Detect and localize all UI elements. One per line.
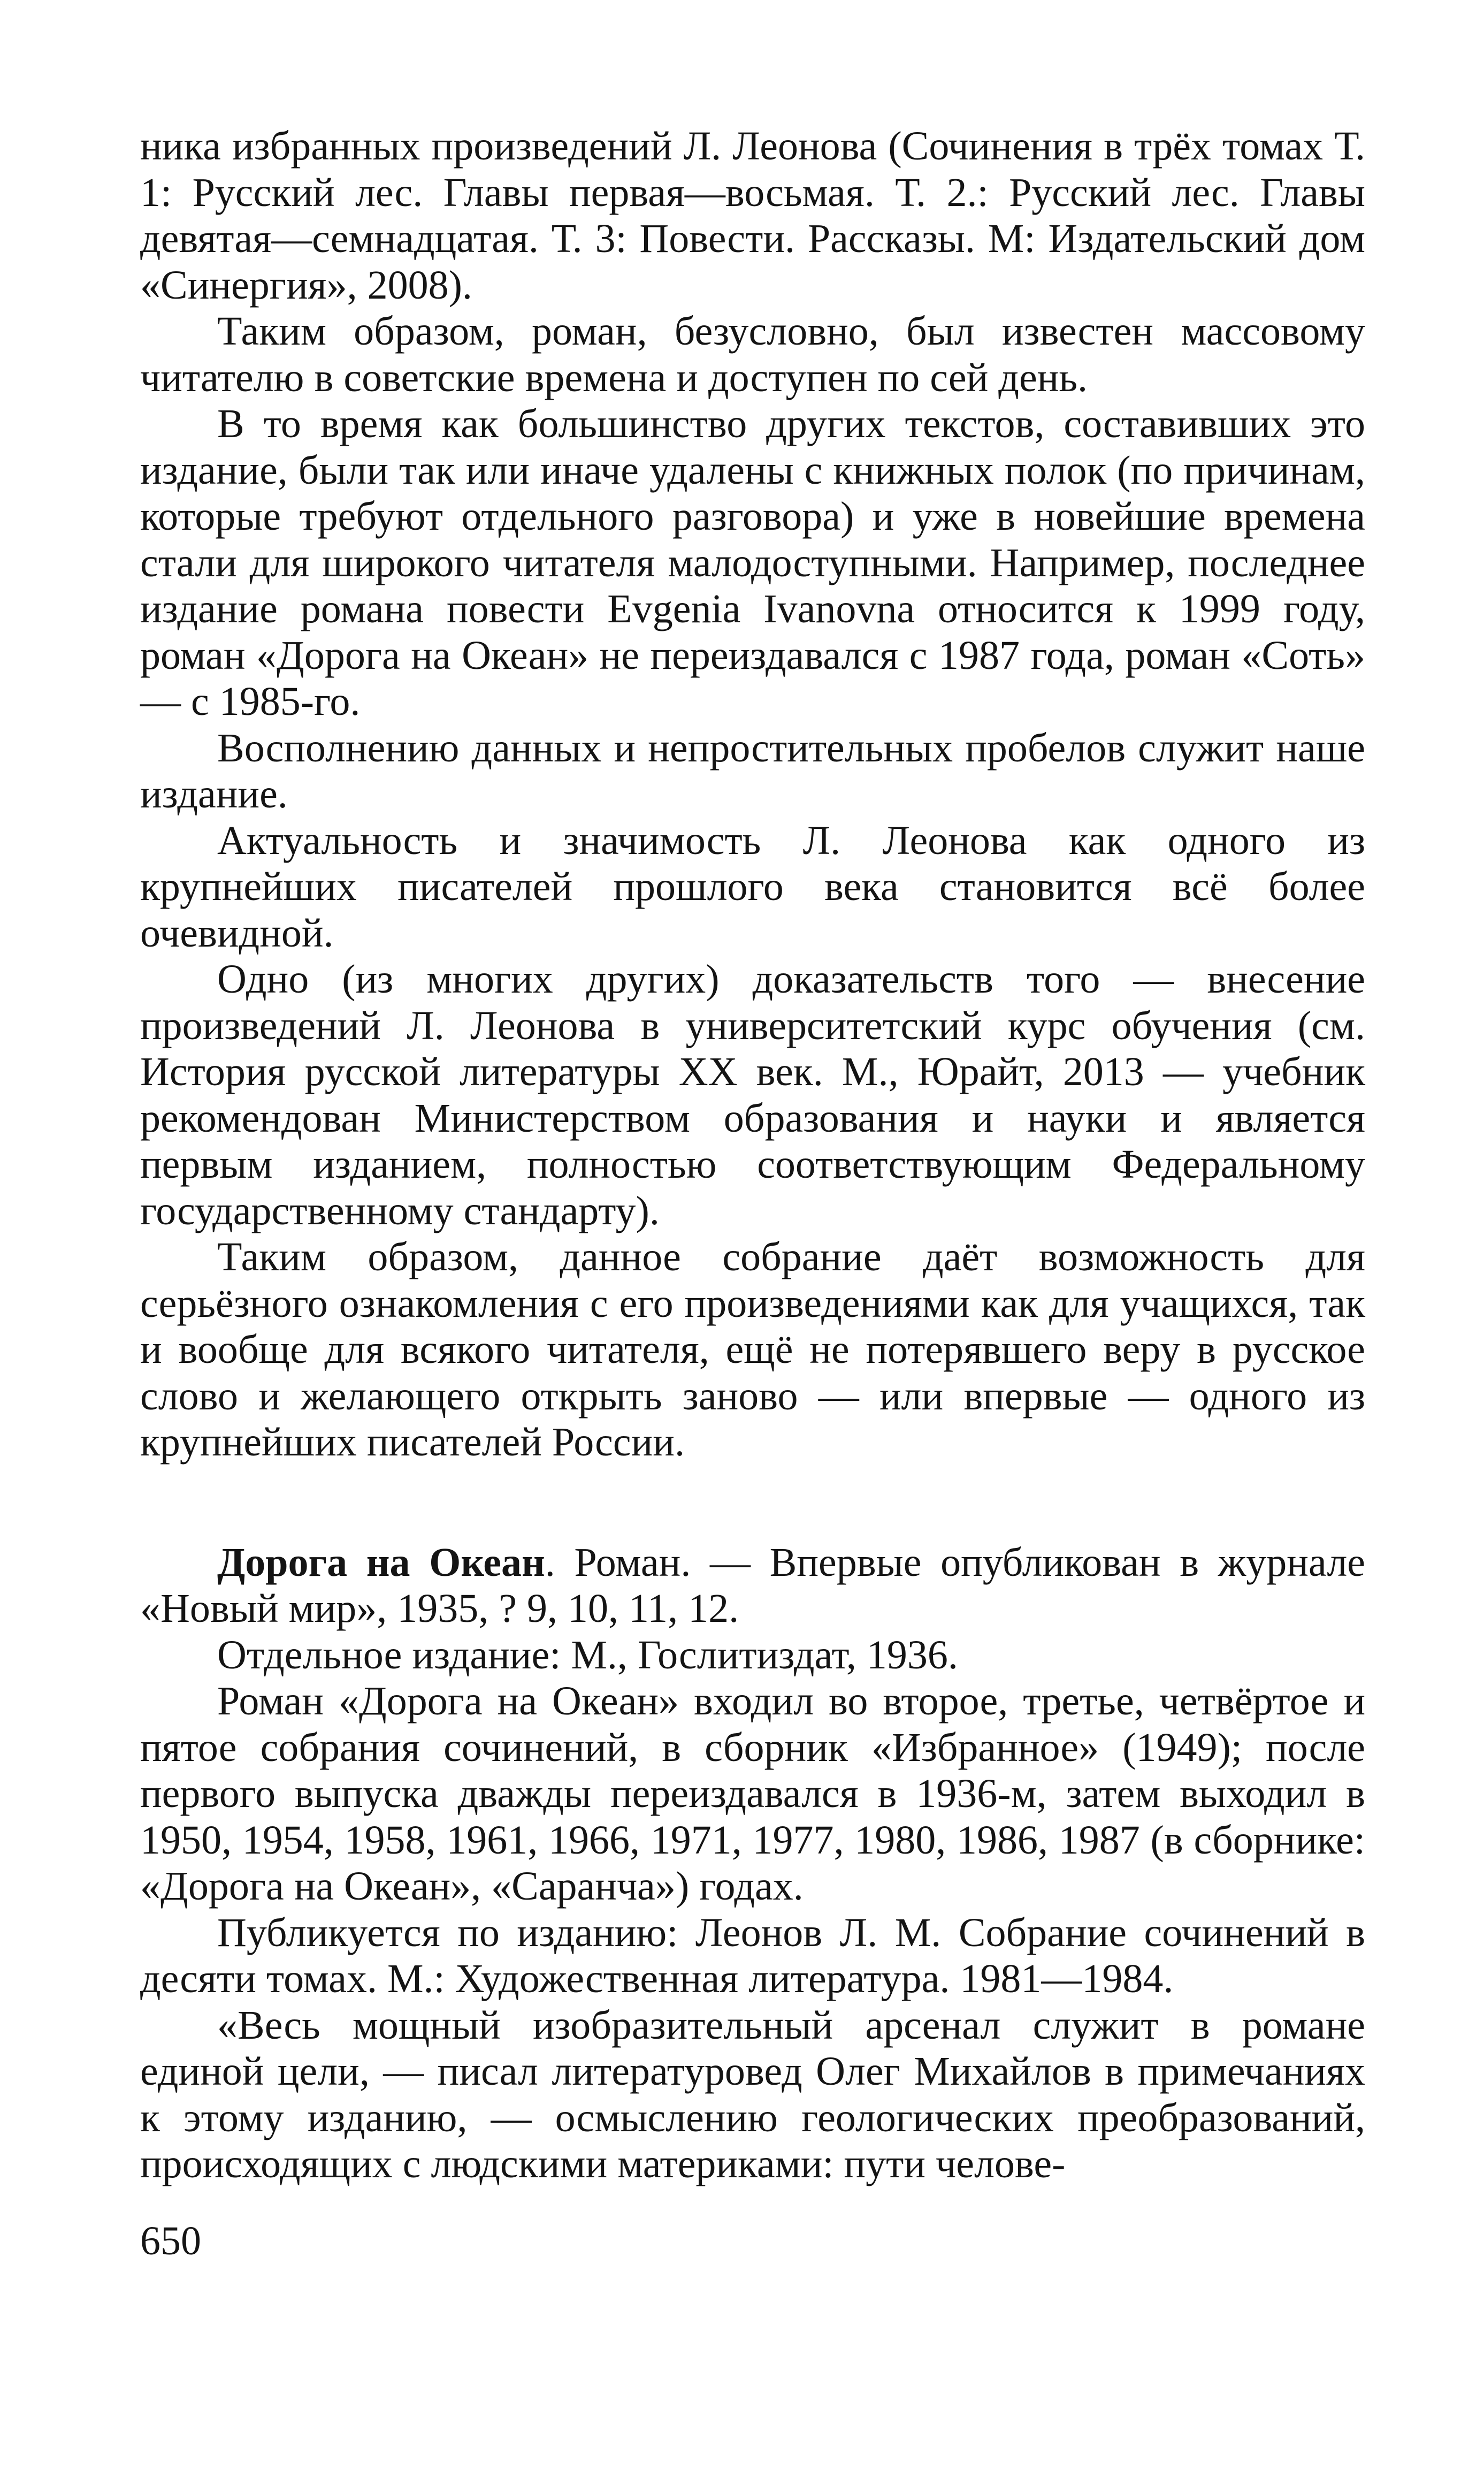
paragraph: В то время как большинство других текстов, составивших это издание, были так или иначе удалены с книжных полок (по причинам, которые требуют отдельного разговора) и уже в новейшие времена стали для широкого читателя малодоступными. Например, последнее издание романа повести Evgenia Ivanovna относится к 1999 году, роман «Дорога на Океан» не переиздавался с 1987 года, роман «Соть» — с 1985-го.	[140, 401, 1365, 724]
entry-intro: . Роман. — Впервые опубликован в журнале «Новый мир», 1935, ? 9, 10, 11, 12.	[140, 1539, 1366, 1631]
paragraph: Восполнению данных и непростительных пробелов служит наше издание.	[140, 725, 1365, 817]
entry-title: Дорога на Океан	[217, 1539, 545, 1585]
entry-paragraph: Публикуется по изданию: Леонов Л. М. Собрание сочинений в десяти томах. М.: Художественная литература. 1981—1984.	[140, 1910, 1365, 2001]
entry-paragraph: «Весь мощный изобразительный арсенал служит в романе единой цели, — писал литературовед Олег Михайлов в примечаниях к этому изданию, — осмыслению геологических преобразований, происходящих с людскими материками: пути челове-	[140, 2002, 1365, 2186]
paragraph: Актуальность и значимость Л. Леонова как одного из крупнейших писателей прошлого века становится всё более очевидной.	[140, 818, 1365, 956]
entry-paragraph: Отдельное издание: М., Гослитиздат, 1936.	[217, 1632, 958, 1678]
paragraph-continuation: ника избранных произведений Л. Леонова (Сочинения в трёх томах Т. 1: Русский лес. Главы первая—восьмая. Т. 2.: Русский лес. Главы девятая—семнадцатая. Т. 3: Повести. Рассказы. М: Издательский дом «Синергия», 2008).	[140, 124, 1365, 308]
paragraph: Одно (из многих других) доказательств того — внесение произведений Л. Леонова в университетский курс обучения (см. История русской литературы XX век. М., Юрайт, 2013 — учебник рекомендован Министерством образования и науки и является первым изданием, полностью соответствующим Федеральному государственному стандарту).	[140, 957, 1365, 1233]
page-body	[140, 123, 1365, 2187]
paragraph: Таким образом, данное собрание даёт возможность для серьёзного ознакомления с его произведениями как для учащихся, так и вообще для всякого читателя, ещё не потерявшего веру в русское слово и желающего открыть заново — или впервые — одного из крупнейших писателей России.	[140, 1234, 1365, 1465]
entry-paragraph: Роман «Дорога на Океан» входил во второе, третье, четвёртое и пятое собрания сочинений, в сборник «Избранное» (1949); после первого выпуска дважды переиздавался в 1936-м, затем выходил в 1950, 1954, 1958, 1961, 1966, 1971, 1977, 1980, 1986, 1987 (в сборнике: «Дорога на Океан», «Саранча») годах.	[140, 1679, 1365, 1909]
entry-heading-paragraph	[140, 1539, 1365, 1632]
page-number: 650	[140, 2218, 201, 2263]
paragraph: Таким образом, роман, безусловно, был известен массовому читателю в советские времена и доступен по сей день.	[140, 309, 1365, 400]
